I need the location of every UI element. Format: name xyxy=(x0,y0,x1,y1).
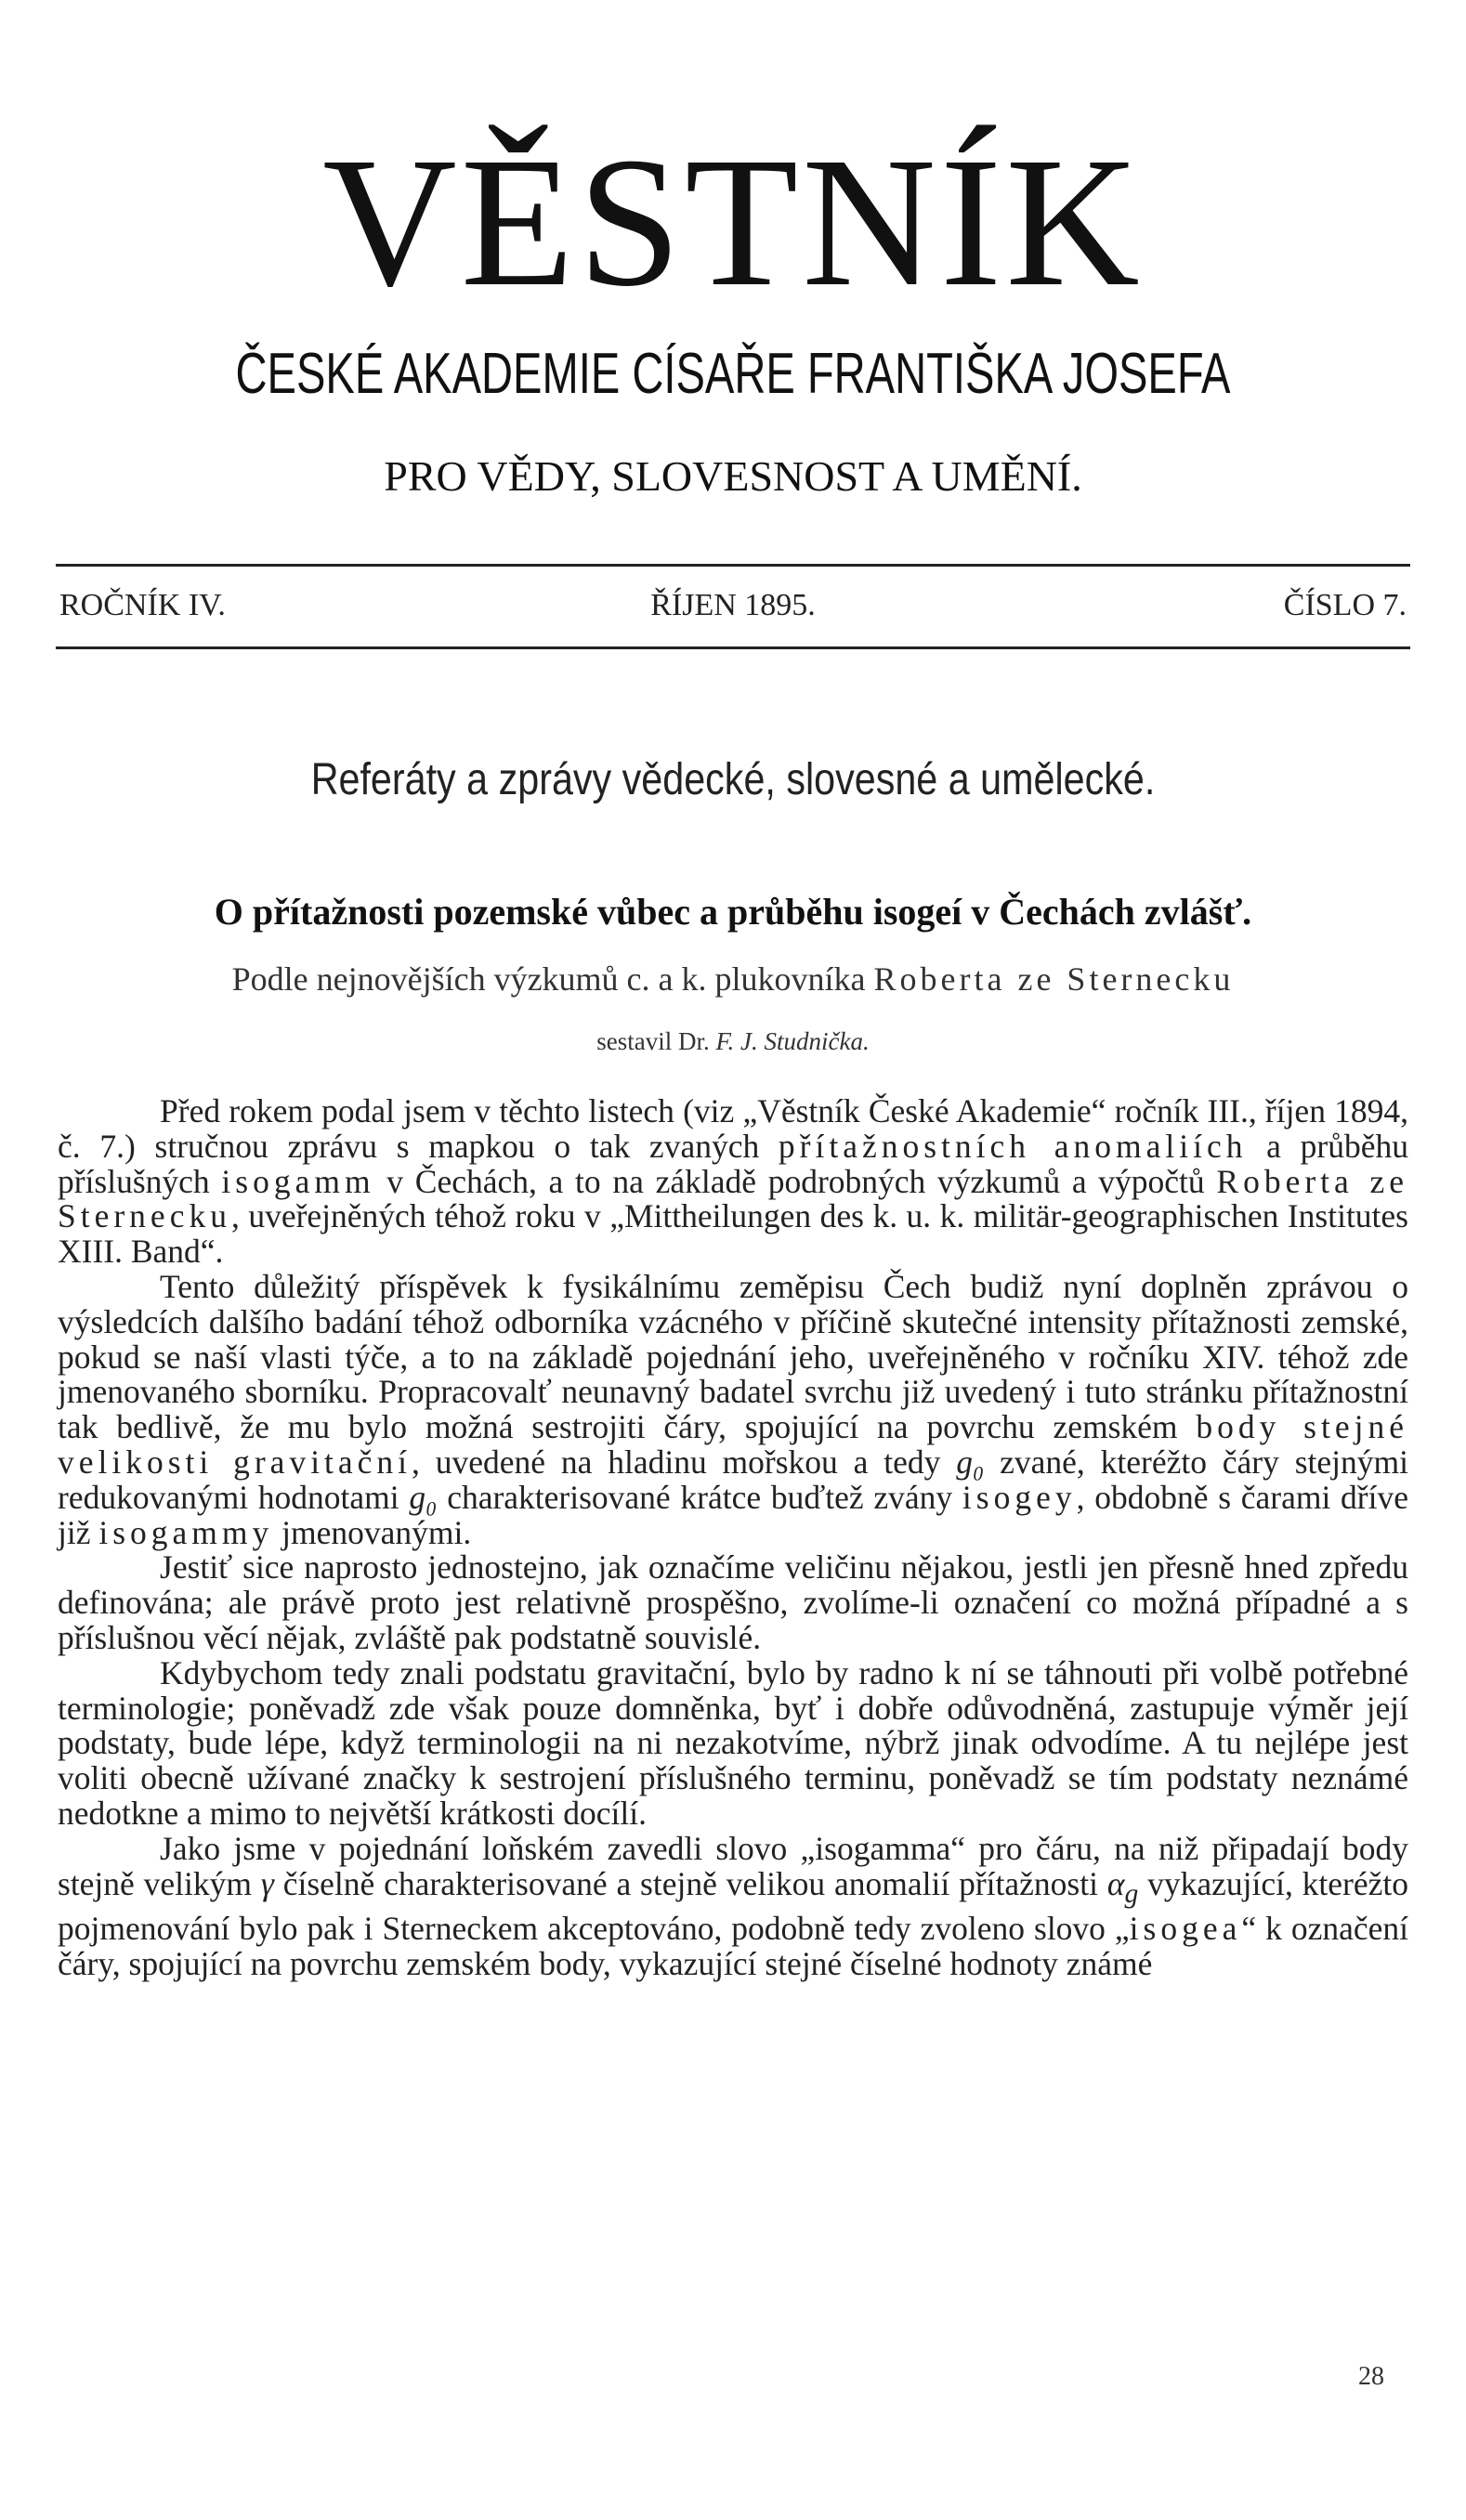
article-compiler xyxy=(0,1025,1466,1058)
issue-date: ŘÍJEN 1895. xyxy=(650,588,816,622)
text-run: jmenovanými. xyxy=(273,1513,472,1551)
text-run: α xyxy=(1106,1864,1125,1902)
compiled-lead: sestavil Dr. xyxy=(596,1027,716,1055)
article-body xyxy=(58,1094,1408,1982)
text-run: Tento důležitý příspěvek k fysikálnímu zeměpisu Čech budiž nyní doplněn zprávou o výsledcích dalšího badání téhož odborníka vzácného v příčině skutečné intensity přítažnosti zemské, pokud se naší vlasti týče, a to na základě pojednání jeho, uveřejněného v ročníku XIV. téhož zde jmenovaného sborníku. Propracovalť neunavný badatel svrchu již uvedený i tuto stránku přítažnostní tak bedlivě, že mu bylo možná sestrojiti čáry, spojující na povrchu zemském xyxy=(58,1267,1408,1446)
text-run: Jako jsme v pojednání loňském zavedli slovo „isogamma“ pro čáru, na niž připadají body stejně velikým xyxy=(58,1829,1408,1902)
text-run: , obdobně s čarami dříve již xyxy=(58,1478,1408,1551)
journal-title: VĚSTNÍK xyxy=(322,120,1144,325)
text-run: charakterisované krátce buďtež zvány xyxy=(437,1478,962,1516)
paragraph-5 xyxy=(58,1829,1408,1983)
journal-subtitle-2: PRO VĚDY, SLOVESNOST A UMĚNÍ. xyxy=(384,452,1082,500)
paragraph-2 xyxy=(58,1267,1408,1551)
text-run: g xyxy=(1124,1878,1139,1909)
text-run: γ xyxy=(260,1864,274,1902)
paragraph-1 xyxy=(58,1094,1408,1270)
text-run: vykazující, kteréžto pojmenování bylo pak i Sterneckem akceptováno, podobně tedy zvoleno slovo „ xyxy=(58,1864,1408,1948)
paragraph-4: Kdybychom tedy znali podstatu gravitační, bylo by radno k ní se táhnouti při volbě potřebné terminologie; poněvadž zde však pouze domněnka, byť i dobře odůvodněná, zastupuje výměr její podstaty, bude lépe, když terminologii na ni nezakotvíme, nýbrž jinak odvodíme. A tu nejlépe jest voliti obecně užívané značky k sestrojení příslušného terminu, poněvadž se tím podstaty neznámé nedotkne a mimo to největší krátkosti docílí. xyxy=(58,1653,1408,1832)
issue-volume: ROČNÍK IV. xyxy=(59,588,226,622)
text-run: body stejné velikosti gravitační xyxy=(58,1408,1408,1481)
text-run: a průběhu příslušných xyxy=(58,1127,1408,1200)
text-run: přítažnostních anomaliích xyxy=(778,1127,1248,1165)
issue-number: ČÍSLO 7. xyxy=(1283,588,1407,622)
text-run: Před rokem podal jsem v těchto listech (viz „Věstník České Akademie“ ročník III., říjen 1894, č. 7.) stručnou zprávu s mapkou o tak zvaných xyxy=(58,1092,1408,1165)
text-run: Roberta ze Sternecku xyxy=(58,1162,1408,1235)
header-rule-bottom xyxy=(56,646,1410,649)
text-run: v Čechách, a to na základě podrobných výzkumů a výpočtů xyxy=(374,1162,1217,1200)
text-run: isogamm xyxy=(221,1162,375,1200)
text-run: isogey xyxy=(962,1478,1077,1516)
section-heading: Referáty a zprávy vědecké, slovesné a umělecké. xyxy=(310,755,1156,804)
text-run: , uveřejněných téhož roku v „Mittheilungen des k. u. k. militär-geographischen Institutes XIII. Band“. xyxy=(58,1197,1408,1271)
text-run: , uvedené na hladinu mořskou a tedy xyxy=(412,1443,957,1481)
text-run: g₀ xyxy=(409,1478,438,1516)
text-run: isogammy xyxy=(98,1513,274,1551)
article-title: O přítažnosti pozemské vůbec a průběhu isogeí v Čechách zvlášť. xyxy=(214,891,1252,933)
header-rule-top xyxy=(56,564,1410,567)
journal-subtitle: ČESKÉ AKADEMIE CÍSAŘE FRANTIŠKA JOSEFA xyxy=(235,342,1231,406)
text-run: zvané, kteréžto čáry stejnými redukovanými hodnotami xyxy=(58,1443,1408,1516)
article-byline xyxy=(0,959,1466,999)
byline-name: Roberta ze Sternecku xyxy=(873,960,1235,998)
text-run: isogea xyxy=(1129,1910,1242,1948)
byline-lead: Podle nejnovějších výzkumů c. a k. plukovníka xyxy=(231,960,874,998)
text-run: g₀ xyxy=(956,1443,985,1481)
compiled-author: F. J. Studnička. xyxy=(715,1027,870,1055)
text-run: číselně charakterisované a stejně velikou anomalií přítažnosti xyxy=(273,1864,1107,1902)
text-run: “ k označení čáry, spojující na povrchu zemském body, vykazující stejné číselné hodnoty známé xyxy=(58,1910,1408,1983)
page-number: 28 xyxy=(1358,2362,1384,2391)
paragraph-3: Jestiť sice naprosto jednostejno, jak označíme veličinu nějakou, jestli jen přesně hned zpředu definována; ale právě proto jest relativně prospěšno, zvolíme-li označení co možná případné a s příslušnou věcí nějak, zvláště pak podstatně souvislé. xyxy=(58,1548,1408,1656)
